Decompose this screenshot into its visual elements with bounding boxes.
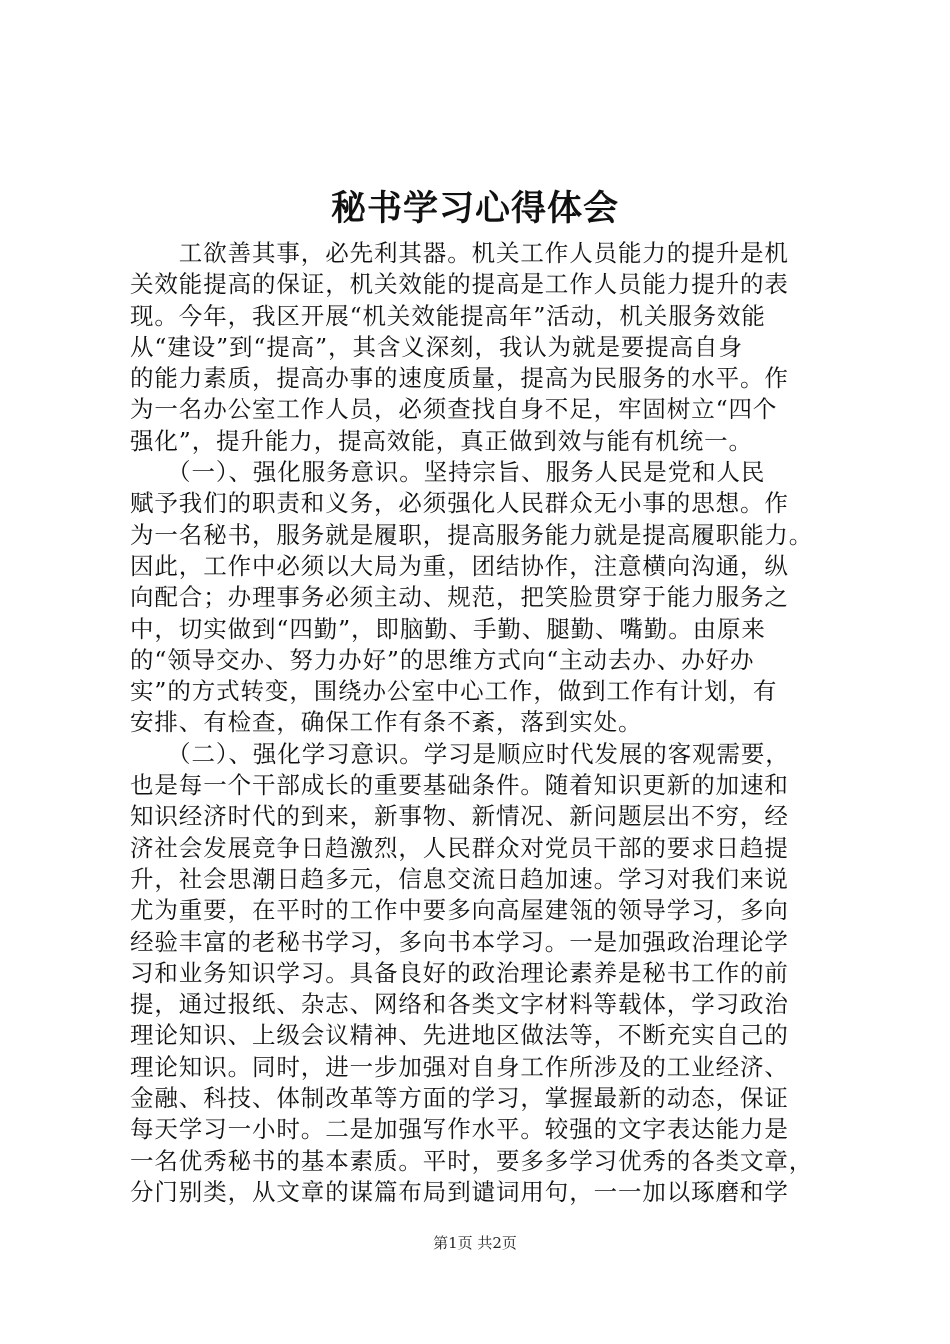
page-footer [0, 1232, 950, 1254]
text-line: 理论知识、上级会议精神、先进地区做法等，不断充实自己的 [130, 1021, 789, 1050]
text-line: 金融、科技、体制改革等方面的学习，掌握最新的动态，保证 [130, 1084, 789, 1113]
text-line: 理论知识。同时，进一步加强对自身工作所涉及的工业经济、 [130, 1052, 789, 1081]
page-number: 第1页 共2页 [433, 1234, 517, 1252]
text-line: 的能力素质，提高办事的速度质量，提高为民服务的水平。作 [130, 364, 789, 393]
text-line: 工欲善其事，必先利其器。机关工作人员能力的提升是机 [130, 239, 789, 267]
text-line: 为一名秘书，服务就是履职，提高服务能力就是提高履职能力。 [130, 520, 814, 549]
text-line: 安排、有检查，确保工作有条不紊，落到实处。 [130, 708, 643, 737]
page-title: 秘书学习心得体会 [330, 188, 619, 229]
text-line: 的“领导交办、努力办好”的思维方式向“主动去办、办好办 [130, 645, 755, 674]
text-line: 习和业务知识学习。具备良好的政治理论素养是秘书工作的前 [130, 958, 789, 987]
text-line: 提，通过报纸、杂志、网络和各类文字材料等载体，学习政治 [130, 990, 789, 1019]
text-line: 为一名办公室工作人员，必须查找自身不足，牢固树立“四个 [130, 395, 778, 424]
text-line: 关效能提高的保证，机关效能的提高是工作人员能力提升的表 [130, 270, 789, 299]
text-line: （一）、强化服务意识。坚持宗旨、服务人民是党和人民 [130, 458, 766, 487]
text-line: 向配合；办理事务必须主动、规范，把笑脸贯穿于能力服务之 [130, 583, 789, 612]
text-line: 现。今年，我区开展“机关效能提高年”活动，机关服务效能 [130, 301, 766, 330]
text-line: 中，切实做到“四勤”，即脑勤、手勤、腿勤、嘴勤。由原来 [130, 614, 766, 643]
text-line: 实”的方式转变，围绕办公室中心工作，做到工作有计划，有 [130, 677, 778, 706]
text-line: 因此，工作中必须以大局为重，团结协作，注意横向沟通，纵 [130, 551, 789, 580]
text-line: 每天学习一小时。二是加强写作水平。较强的文字表达能力是 [130, 1115, 789, 1144]
text-line: 升，社会思潮日趋多元，信息交流日趋加速。学习对我们来说 [130, 864, 789, 893]
text-line: 强化”，提升能力，提高效能，真正做到效与能有机统一。 [130, 426, 753, 455]
text-line: 也是每一个干部成长的重要基础条件。随着知识更新的加速和 [130, 771, 789, 800]
text-line: 经验丰富的老秘书学习，多向书本学习。一是加强政治理论学 [130, 927, 789, 956]
text-line: 从“建设”到“提高”，其含义深刻，我认为就是要提高自身 [130, 332, 743, 361]
text-line: 济社会发展竞争日趋激烈，人民群众对党员干部的要求日趋提 [130, 833, 789, 862]
document-body [130, 238, 830, 1208]
text-line: （二）、强化学习意识。学习是顺应时代发展的客观需要， [130, 739, 790, 768]
text-line: 尤为重要，在平时的工作中要多向高屋建瓴的领导学习，多向 [130, 896, 789, 925]
text-line: 知识经济时代的到来，新事物、新情况、新问题层出不穷，经 [130, 802, 789, 831]
text-line: 一名优秀秘书的基本素质。平时，要多多学习优秀的各类文章， [130, 1146, 814, 1175]
text-line: 赋予我们的职责和义务，必须强化人民群众无小事的思想。作 [130, 489, 789, 518]
text-line: 分门别类，从文章的谋篇布局到谴词用句，一一加以琢磨和学 [130, 1177, 789, 1206]
